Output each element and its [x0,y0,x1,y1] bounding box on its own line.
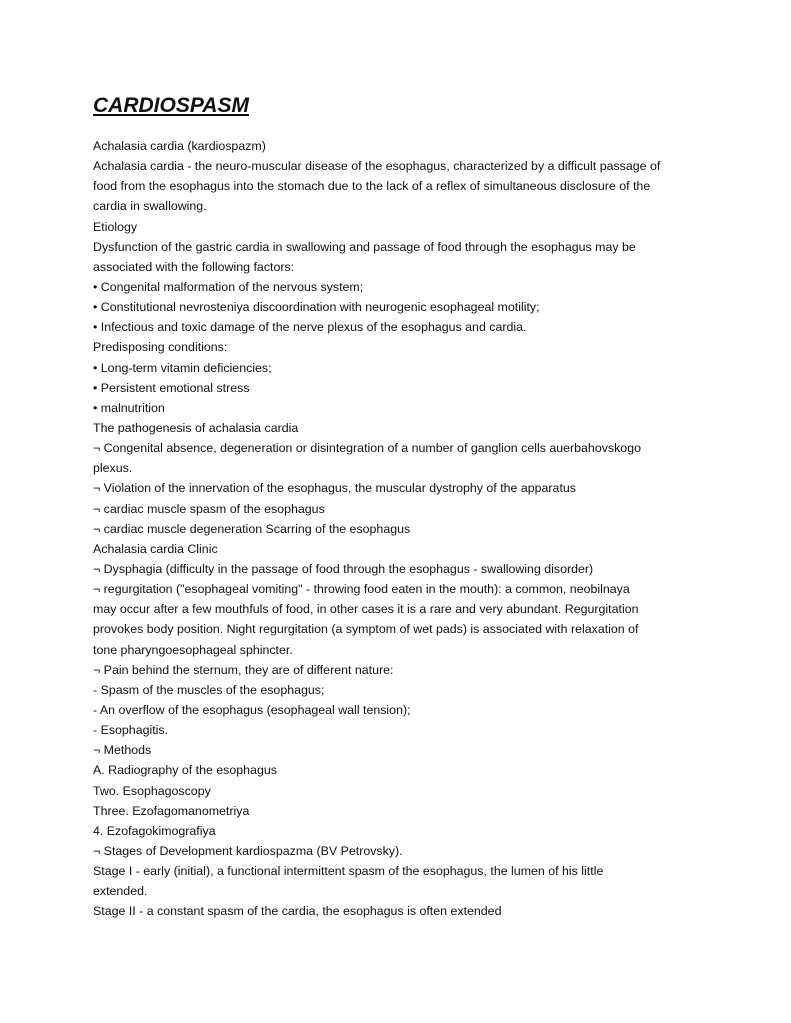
bullet-item: • malnutrition [93,400,165,415]
bullet-item: • Persistent emotional stress [93,380,250,395]
text-line: Stage II - a constant spasm of the cardia, the esophagus is often extended [93,904,502,919]
list-item: - Spasm of the muscles of the esophagus; [93,682,325,697]
section-heading: The pathogenesis of achalasia cardia [93,420,299,435]
list-item: ¬ cardiac muscle degeneration Scarring of the esophagus [93,521,411,536]
document-body [93,136,703,921]
text-line: tone pharyngoesophageal sphincter. [93,642,293,657]
text-line: Achalasia cardia - the neuro-muscular disease of the esophagus, characterized by a difficult passage of [93,159,661,174]
list-item: ¬ Stages of Development kardiospazma (BV Petrovsky). [93,843,403,858]
section-heading: Achalasia cardia Clinic [93,541,218,556]
list-item: 4. Ezofagokimografiya [93,823,216,838]
text-line: Stage I - early (initial), a functional intermittent spasm of the esophagus, the lumen of his little [93,864,604,879]
document-title: CARDIOSPASM [93,94,249,117]
bullet-item: • Long-term vitamin deficiencies; [93,360,272,375]
section-heading: Predisposing conditions: [93,340,228,355]
text-line: cardia in swallowing. [93,199,207,214]
list-item: ¬ Violation of the innervation of the esophagus, the muscular dystrophy of the apparatus [93,481,576,496]
text-line: Dysfunction of the gastric cardia in swallowing and passage of food through the esophagus may be [93,239,636,254]
list-item: Three. Ezofagomanometriya [93,803,250,818]
text-line: provokes body position. Night regurgitation (a symptom of wet pads) is associated with relaxation of [93,622,639,637]
text-line: plexus. [93,461,133,476]
list-item: ¬ cardiac muscle spasm of the esophagus [93,501,325,516]
list-item: - Esophagitis. [93,723,169,738]
bullet-item: • Constitutional nevrosteniya discoordination with neurogenic esophageal motility; [93,300,540,315]
text-line: food from the esophagus into the stomach due to the lack of a reflex of simultaneous disclosure of the [93,179,651,194]
list-item: ¬ regurgitation ("esophageal vomiting" - throwing food eaten in the mouth): a common, neobilnaya [93,582,630,597]
list-item: ¬ Congenital absence, degeneration or disintegration of a number of ganglion cells auerbahovskogo [93,441,641,456]
text-line: associated with the following factors: [93,259,295,274]
list-item: - An overflow of the esophagus (esophageal wall tension); [93,702,411,717]
list-item: Two. Esophagoscopy [93,783,211,798]
list-item: ¬ Methods [93,743,152,758]
bullet-item: • Congenital malformation of the nervous system; [93,279,364,294]
section-heading: Etiology [93,219,138,234]
text-line: extended. [93,884,148,899]
list-item: ¬ Pain behind the sternum, they are of different nature: [93,662,394,677]
text-line: may occur after a few mouthfuls of food, in other cases it is a rare and very abundant. Regurgitation [93,602,639,617]
bullet-item: • Infectious and toxic damage of the nerve plexus of the esophagus and cardia. [93,320,527,335]
text-line: Achalasia cardia (kardiospazm) [93,139,266,153]
list-item: ¬ Dysphagia (difficulty in the passage of food through the esophagus - swallowing disorder) [93,561,594,576]
list-item: A. Radiography of the esophagus [93,763,277,778]
